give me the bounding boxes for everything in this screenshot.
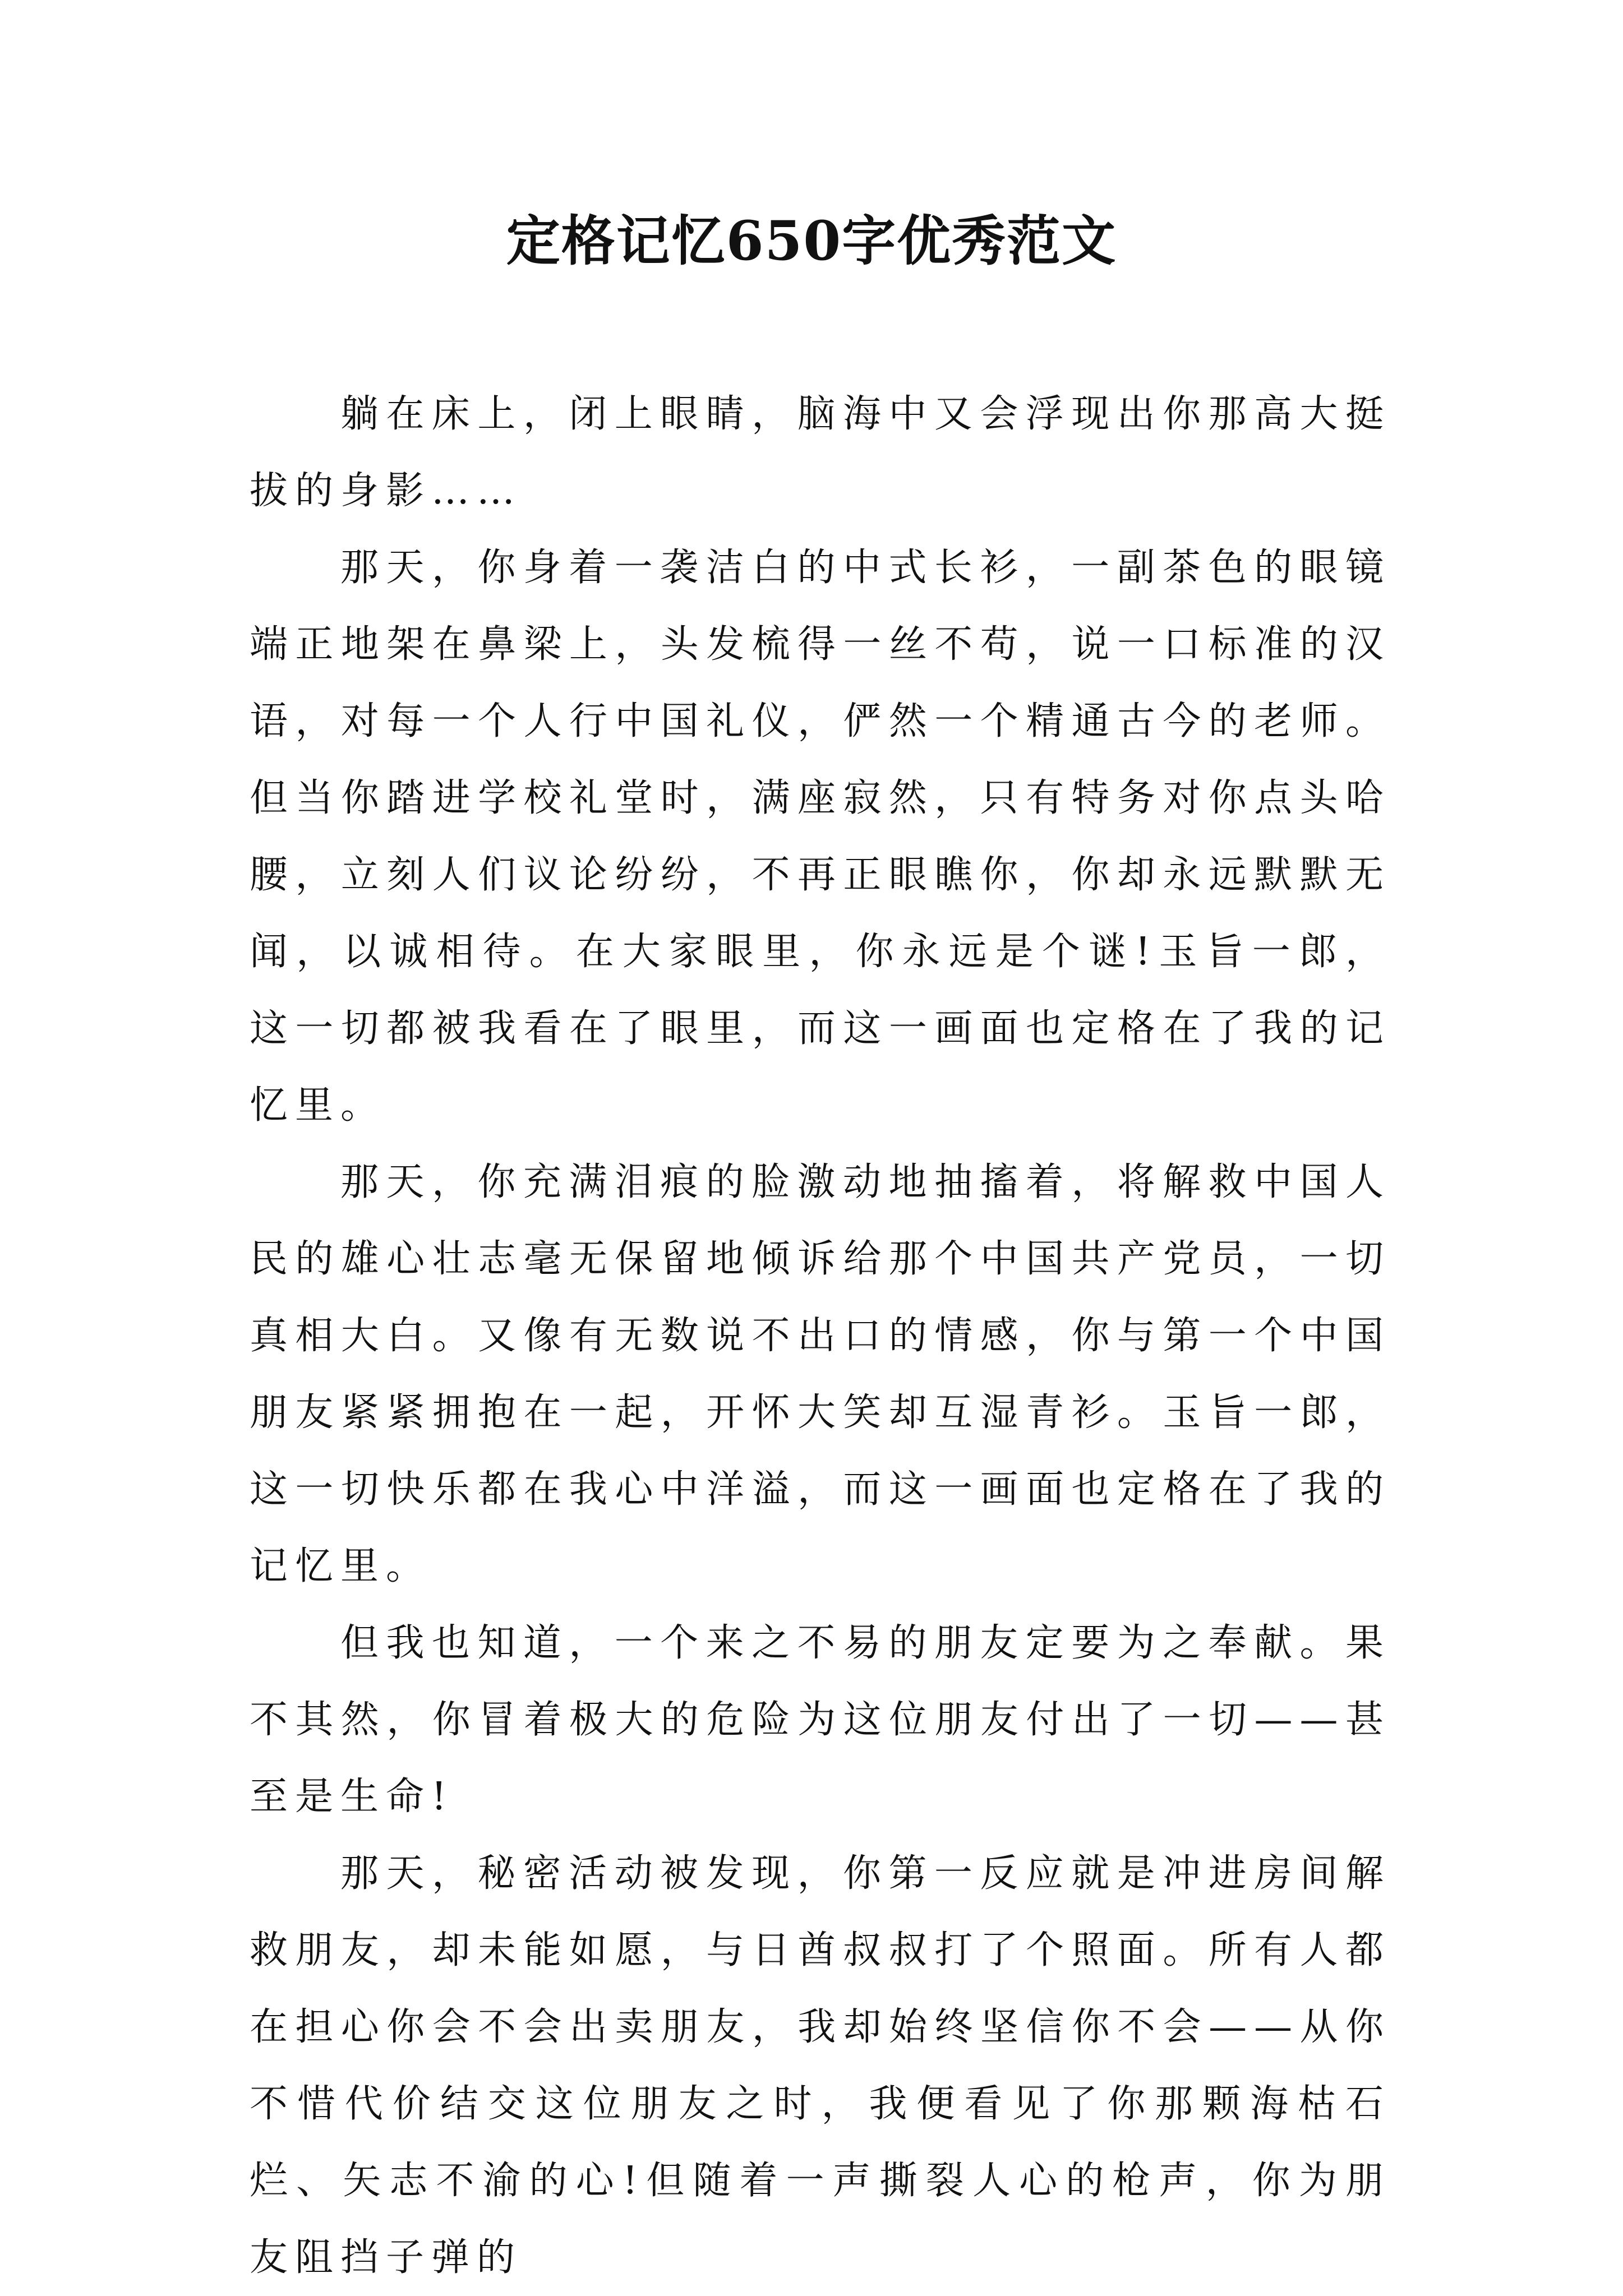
paragraph-1: 躺在床上，闭上眼睛，脑海中又会浮现出你那高大挺拔的身影…… (250, 392, 1391, 513)
paragraph-3: 那天，你充满泪痕的脸激动地抽搐着，将解救中国人民的雄心壮志毫无保留地倾诉给那个中国共产党员，一切真相大白。又像有无数说不出口的情感，你与第一个中国朋友紧紧拥抱在一起，开怀大笑却互湿青衫。玉旨一郎，这一切快乐都在我心中洋溢，而这一画面也定格在了我的记忆里。 (250, 1160, 1391, 1588)
document-body (250, 376, 1391, 2296)
document-title: 定格记忆650字优秀范文 (506, 209, 1117, 272)
paragraph-2: 那天，你身着一袭洁白的中式长衫，一副茶色的眼镜端正地架在鼻梁上，头发梳得一丝不苟，说一口标准的汉语，对每一个人行中国礼仪，俨然一个精通古今的老师。但当你踏进学校礼堂时，满座寂然，只有特务对你点头哈腰，立刻人们议论纷纷，不再正眼瞧你，你却永远默默无闻，以诚相待。在大家眼里，你永远是个谜!玉旨一郎，这一切都被我看在了眼里，而这一画面也定格在了我的记忆里。 (250, 546, 1391, 1128)
paragraph-5: 那天，秘密活动被发现，你第一反应就是冲进房间解救朋友，却未能如愿，与日酋叔叔打了个照面。所有人都在担心你会不会出卖朋友，我却始终坚信你不会——从你不惜代价结交这位朋友之时，我便看见了你那颗海枯石烂、矢志不渝的心!但随着一声撕裂人心的枪声，你为朋友阻挡子弹的 (250, 1851, 1391, 2280)
paragraph-4: 但我也知道，一个来之不易的朋友定要为之奉献。果不其然，你冒着极大的危险为这位朋友付出了一切——甚至是生命! (250, 1621, 1391, 1819)
